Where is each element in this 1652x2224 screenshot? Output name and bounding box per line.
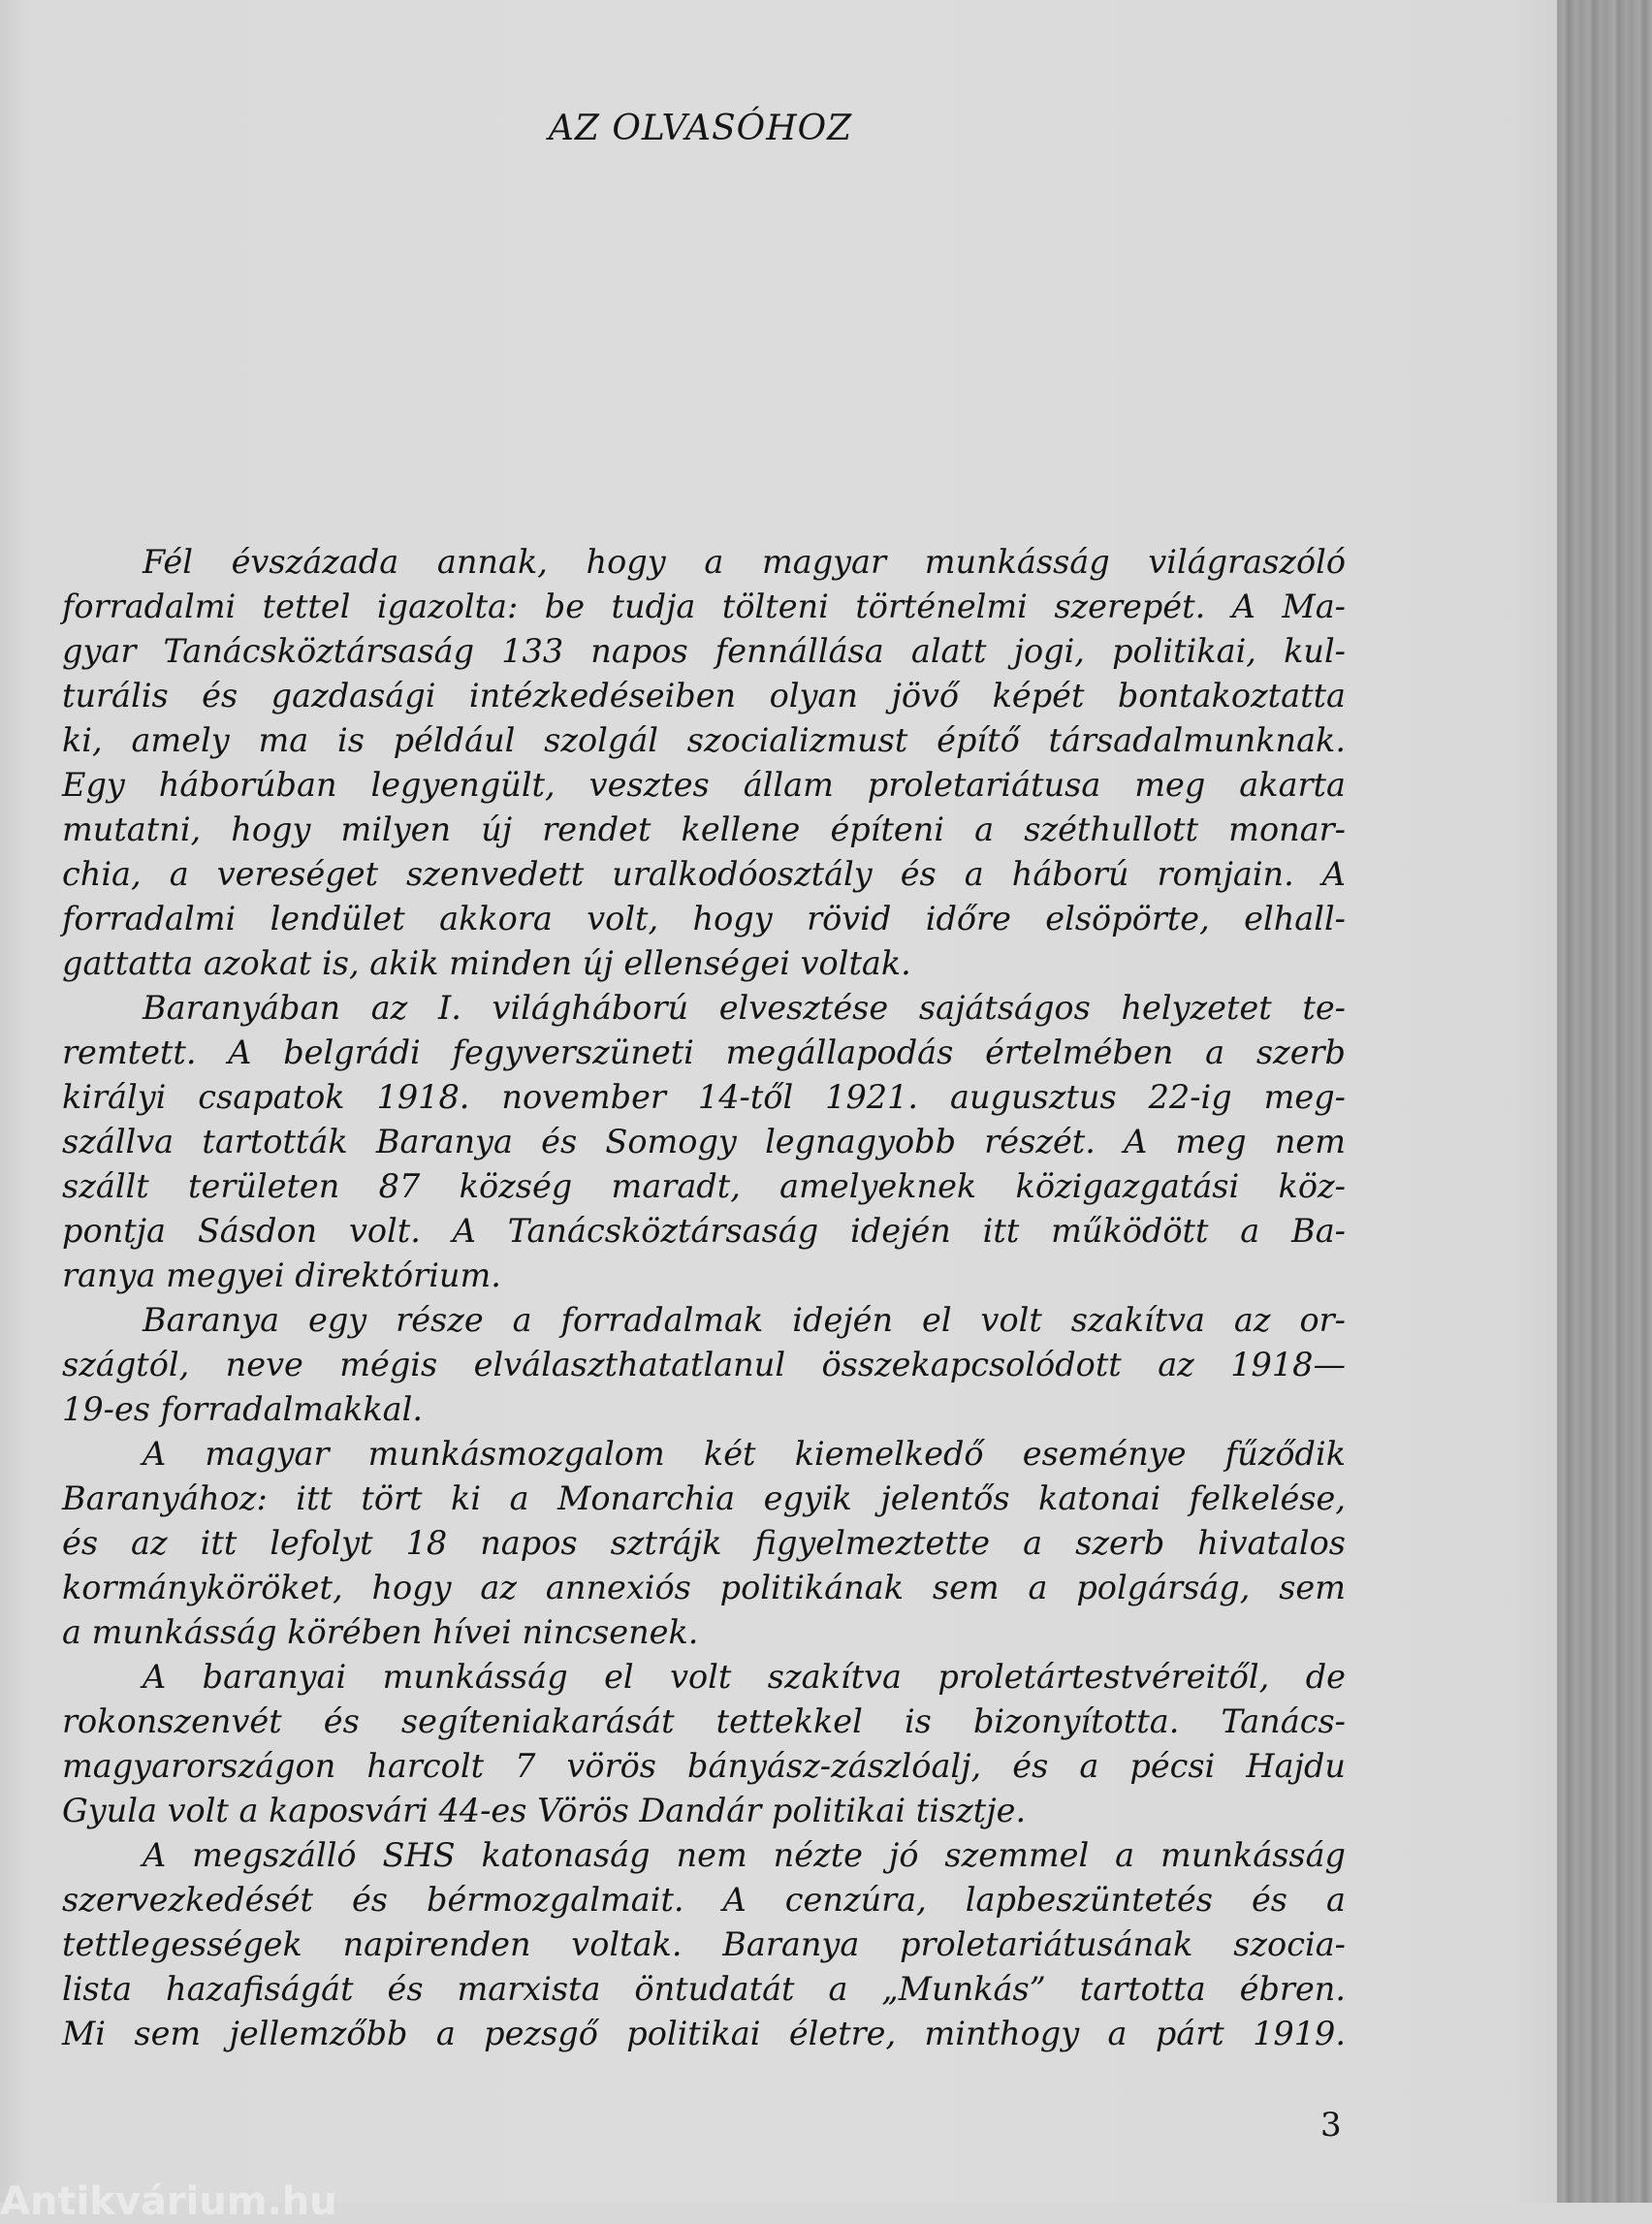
text-line: ranya megyei direktórium.: [62, 1256, 501, 1294]
watermark: Antikvárium.hu: [0, 2179, 337, 2224]
text-line: Baranyában az I. világháború elvesztése sajátságos helyzetet te-: [143, 989, 1346, 1027]
text-line: szágtól, neve mégis elválaszthatatlanul összekapcsolódott az 1918—: [62, 1346, 1346, 1383]
text-line: mutatni, hogy milyen új rendet kellene építeni a széthullott monar-: [62, 810, 1346, 848]
text-line: lista hazafiságát és marxista öntudatát a „Munkás” tartotta ébren.: [62, 1970, 1346, 2008]
text-line: királyi csapatok 1918. november 14-től 1921. augusztus 22-ig meg-: [62, 1078, 1346, 1116]
text-line: A baranyai munkásság el volt szakítva proletártestvéreitől, de: [143, 1658, 1346, 1696]
text-line: gattatta azokat is, akik minden új ellenségei voltak.: [62, 944, 911, 982]
text-line: tettlegességek napirenden voltak. Baranya proletariátusának szocia-: [62, 1925, 1346, 1963]
body-text: [62, 540, 1346, 2056]
text-line: turális és gazdasági intézkedéseiben olyan jövő képét bontakoztatta: [62, 677, 1346, 715]
text-line: szállt területen 87 község maradt, amelyeknek közigazgatási köz-: [62, 1167, 1346, 1205]
text-line: remtett. A belgrádi fegyverszüneti megállapodás értelmében a szerb: [62, 1033, 1346, 1071]
text-line: gyar Tanácsköztársaság 133 napos fennállása alatt jogi, politikai, kul-: [62, 632, 1346, 670]
text-line: forradalmi tettel igazolta: be tudja tölteni történelmi szerepét. A Ma-: [62, 588, 1346, 625]
text-line: forradalmi lendület akkora volt, hogy rövid időre elsöpörte, elhall-: [62, 900, 1346, 937]
text-line: Baranyához: itt tört ki a Monarchia egyik jelentős katonai felkelése,: [62, 1479, 1346, 1517]
text-line: szállva tartották Baranya és Somogy legnagyobb részét. A meg nem: [62, 1123, 1346, 1160]
text-line: Mi sem jellemzőbb a pezsgő politikai életre, minthogy a párt 1919.: [62, 2015, 1346, 2052]
page-edge-background: [1557, 0, 1652, 2203]
page-number: 3: [1320, 2106, 1342, 2145]
text-line: a munkásság körében hívei nincsenek.: [62, 1613, 699, 1651]
text-line: és az itt lefolyt 18 napos sztrájk figyelmeztette a szerb hivatalos: [62, 1524, 1346, 1562]
text-line: Fél évszázada annak, hogy a magyar munkásság világraszóló: [143, 543, 1346, 581]
text-line: kormányköröket, hogy az annexiós politikának sem a polgárság, sem: [62, 1569, 1346, 1606]
text-line: magyarországon harcolt 7 vörös bányász-zászlóalj, és a pécsi Hajdu: [62, 1747, 1346, 1785]
text-line: Baranya egy része a forradalmak idején el volt szakítva az or-: [143, 1301, 1346, 1339]
text-line: pontja Sásdon volt. A Tanácsköztársaság idején itt működött a Ba-: [62, 1212, 1346, 1250]
chapter-title: AZ OLVASÓHOZ: [548, 109, 853, 148]
text-line: 19-es forradalmakkal.: [62, 1390, 423, 1428]
text-line: Gyula volt a kaposvári 44-es Vörös Dandár politikai tisztje.: [62, 1792, 1027, 1829]
text-line: A magyar munkásmozgalom két kiemelkedő eseménye fűződik: [143, 1435, 1346, 1473]
text-line: chia, a vereséget szenvedett uralkodóosztály és a háború romjain. A: [62, 855, 1346, 893]
text-line: A megszálló SHS katonaság nem nézte jó szemmel a munkásság: [143, 1836, 1346, 1874]
text-line: ki, amely ma is például szolgál szocializmust építő társadalmunknak.: [62, 721, 1346, 759]
text-line: szervezkedését és bérmozgalmait. A cenzúra, lapbeszüntetés és a: [62, 1881, 1346, 1919]
text-line: Egy háborúban legyengült, vesztes állam proletariátusa meg akarta: [62, 766, 1346, 804]
text-line: rokonszenvét és segíteniakarását tettekkel is bizonyította. Tanács-: [62, 1702, 1346, 1740]
